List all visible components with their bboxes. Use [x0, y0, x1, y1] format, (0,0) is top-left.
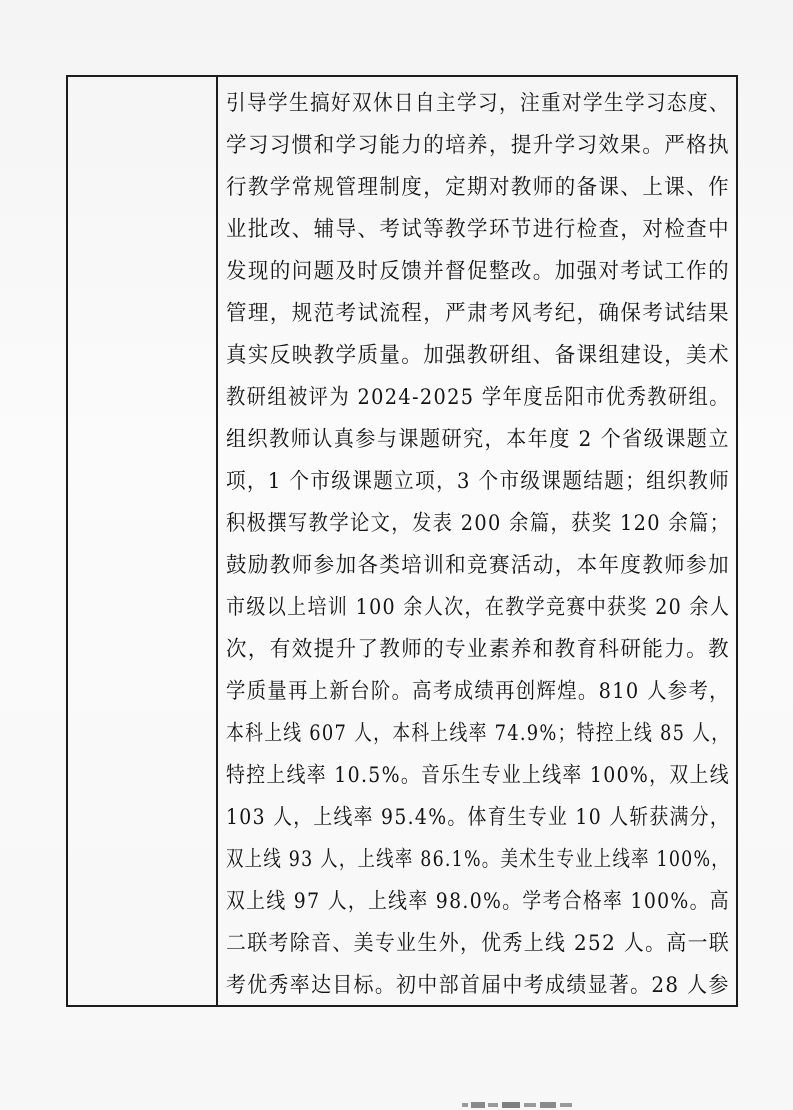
content-cell — [218, 77, 736, 1005]
text-line: 双上线 93 人，上线率 86.1%。美术生专业上线率 100%， — [226, 847, 730, 872]
text-line: 鼓励教师参加各类培训和竞赛活动，本年度教师参加 — [226, 553, 731, 578]
text-line: 积极撰写教学论文，发表 200 余篇，获奖 120 余篇； — [226, 511, 731, 536]
text-line: 市级以上培训 100 余人次，在教学竞赛中获奖 20 余人 — [226, 595, 731, 620]
label-column-cell — [68, 77, 218, 1005]
text-line: 真实反映教学质量。加强教研组、备课组建设，美术 — [226, 343, 731, 368]
text-line: 特控上线率 10.5%。音乐生专业上线率 100%，双上线 — [226, 763, 730, 788]
text-line: 103 人，上线率 95.4%。体育生专业 10 人斩获满分， — [226, 805, 731, 830]
text-line: 学质量再上新台阶。高考成绩再创辉煌。810 人参考， — [226, 679, 730, 704]
text-line: 双上线 97 人，上线率 98.0%。学考合格率 100%。高 — [226, 889, 730, 914]
text-line: 引导学生搞好双休日自主学习，注重对学生学习态度、 — [226, 91, 731, 116]
text-line: 学习习惯和学习能力的培养，提升学习效果。严格执 — [226, 133, 731, 158]
text-line: 业批改、辅导、考试等教学环节进行检查，对检查中 — [226, 217, 731, 242]
text-line: 发现的问题及时反馈并督促整改。加强对考试工作的 — [226, 259, 731, 284]
text-line: 本科上线 607 人，本科上线率 74.9%；特控上线 85 人， — [226, 721, 731, 746]
text-line: 考优秀率达目标。初中部首届中考成绩显著。28 人参 — [226, 973, 730, 998]
text-line: 项，1 个市级课题立项，3 个市级课题结题；组织教师 — [226, 469, 731, 494]
scanner-watermark — [462, 1100, 574, 1110]
text-line: 行教学常规管理制度，定期对教师的备课、上课、作 — [226, 175, 731, 200]
text-line: 管理，规范考试流程，严肃考风考纪，确保考试结果 — [226, 301, 731, 326]
watermark-graphic — [462, 1100, 574, 1110]
text-line: 二联考除音、美专业生外，优秀上线 252 人。高一联 — [226, 931, 731, 956]
text-line: 次，有效提升了教师的专业素养和教育科研能力。教 — [226, 637, 731, 662]
text-line: 教研组被评为 2024-2025 学年度岳阳市优秀教研组。 — [226, 385, 730, 410]
form-table — [66, 75, 738, 1007]
text-line: 组织教师认真参与课题研究，本年度 2 个省级课题立 — [226, 427, 730, 452]
